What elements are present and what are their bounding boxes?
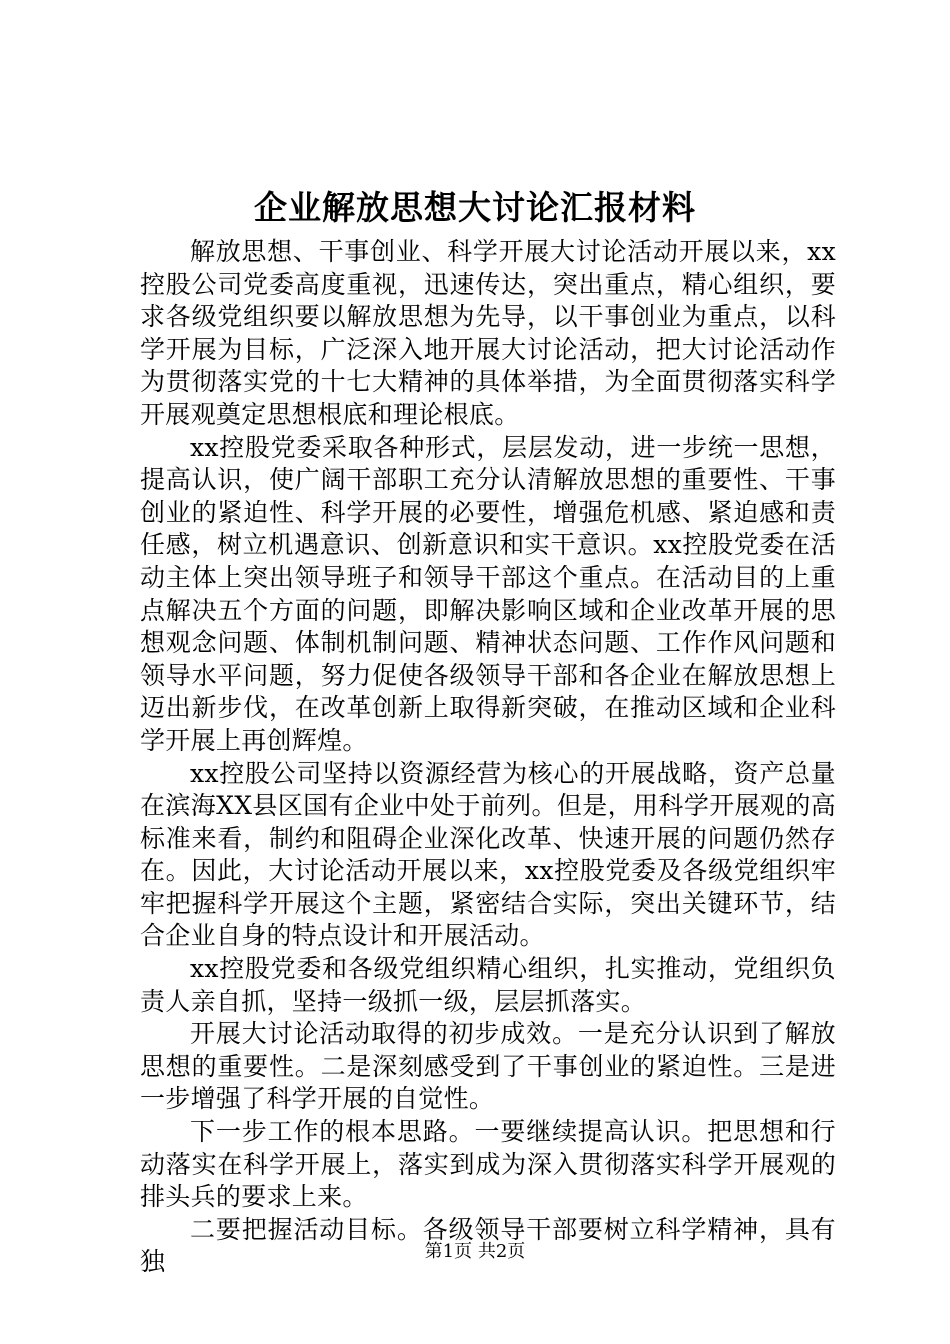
paragraph: xx控股党委采取各种形式，层层发动，进一步统一思想，提高认识，使广阔干部职工充分认清解放思想的重要性、干事创业的紧迫性、科学开展的必要性，增强危机感、紧迫感和责任感，树立机遇意识、创新意识和实干意识。xx控股党委在活动主体上突出领导班子和领导干部这个重点。在活动目的上重点解决五个方面的问题，即解决影响区域和企业改革开展的思想观念问题、体制机制问题、精神状态问题、工作作风问题和领导水平问题，努力促使各级领导干部和各企业在解放思想上迈出新步伐，在改革创新上取得新突破，在推动区域和企业科学开展上再创辉煌。 xyxy=(140,432,836,755)
paragraph: xx控股党委和各级党组织精心组织，扎实推动，党组织负责人亲自抓，坚持一级抓一级，层层抓落实。 xyxy=(140,954,836,1016)
page-number-footer: 第1页 共2页 xyxy=(424,1241,526,1262)
paragraph: xx控股公司坚持以资源经营为核心的开展战略，资产总量在滨海XX县区国有企业中处于前列。但是，用科学开展观的高标准来看，制约和阻碍企业深化改革、快速开展的问题仍然存在。因此，大讨论活动开展以来，xx控股党委及各级党组织牢牢把握科学开展这个主题，紧密结合实际，突出关键环节，结合企业自身的特点设计和开展活动。 xyxy=(140,758,836,951)
document-title: 企业解放思想大讨论汇报材料 xyxy=(254,188,696,227)
document-body xyxy=(140,236,836,1279)
paragraph: 二要把握活动目标。各级领导干部要树立科学精神，具有独 xyxy=(140,1214,836,1277)
paragraph: 下一步工作的根本思路。一要继续提高认识。把思想和行动落实在科学开展上，落实到成为深入贯彻落实科学开展观的排头兵的要求上来。 xyxy=(140,1117,836,1212)
paragraph: 解放思想、干事创业、科学开展大讨论活动开展以来，xx控股公司党委高度重视，迅速传达，突出重点，精心组织，要求各级党组织要以解放思想为先导，以干事创业为重点，以科学开展为目标，广泛深入地开展大讨论活动，把大讨论活动作为贯彻落实党的十七大精神的具体举措，为全面贯彻落实科学开展观奠定思想根底和理论根底。 xyxy=(140,237,836,429)
paragraph: 开展大讨论活动取得的初步成效。一是充分认识到了解放思想的重要性。二是深刻感受到了干事创业的紧迫性。三是进一步增强了科学开展的自觉性。 xyxy=(140,1019,836,1114)
